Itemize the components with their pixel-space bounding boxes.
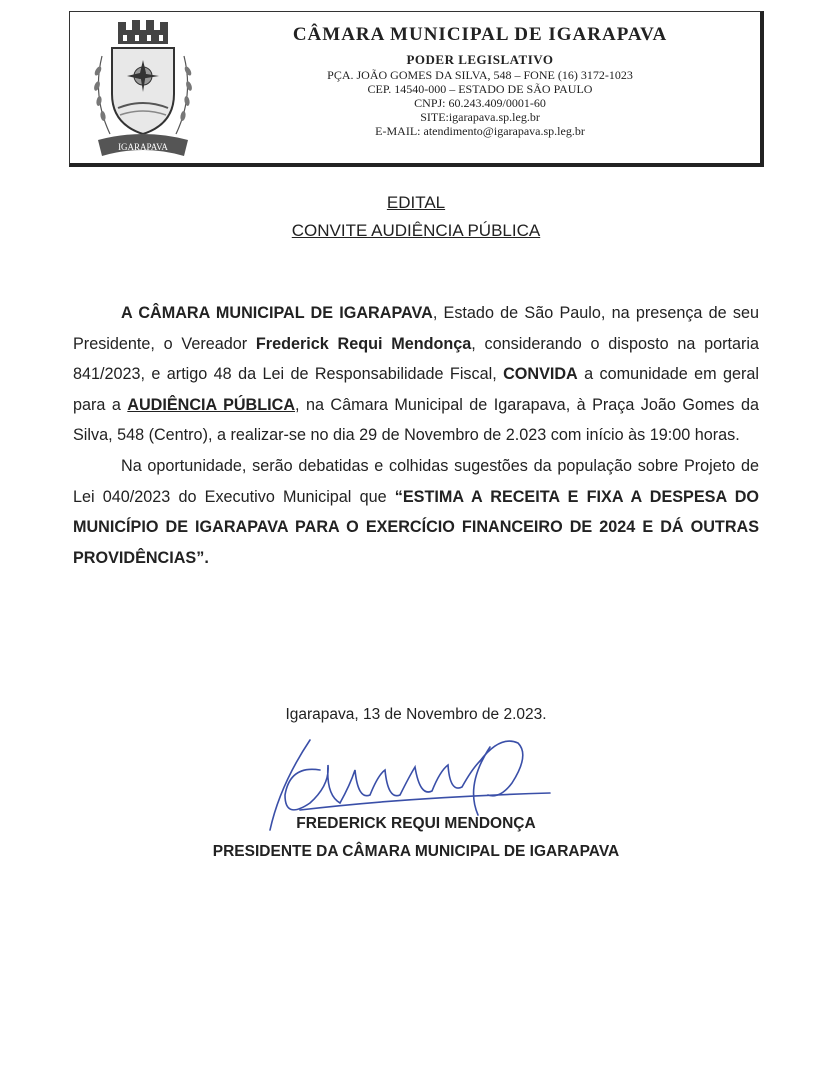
text-span: , considerando o disposto na portaria 841/2023, e artigo 48 da Lei de Responsabilidade Fiscal, — [73, 334, 759, 384]
municipal-crest-icon — [88, 16, 198, 164]
institution-subtitle: PODER LEGISLATIVO — [406, 52, 554, 67]
document-subheading: CONVITE AUDIÊNCIA PÚBLICA — [291, 221, 541, 240]
president-name: Frederick Requi Mendonça — [255, 334, 472, 353]
site-line: SITE:igarapava.sp.leg.br — [420, 110, 540, 124]
cep-line: CEP. 14540-000 – ESTADO DE SÃO PAULO — [367, 82, 593, 96]
address-line: PÇA. JOÃO GOMES DA SILVA, 548 – FONE (16) 3172-1023 — [327, 68, 633, 82]
cnpj-line: CNPJ: 60.243.409/0001-60 — [414, 96, 546, 110]
text-span: , Estado de São Paulo, na presença de seu Presidente, o Vereador — [73, 304, 759, 353]
institution-title: CÂMARA MUNICIPAL DE IGARAPAVA — [292, 24, 668, 45]
signer-title: PRESIDENTE DA CÂMARA MUNICIPAL DE IGARAPAVA — [212, 843, 620, 860]
document-heading: EDITAL — [386, 193, 446, 212]
text-span: , na Câmara Municipal de Igarapava, à Praça João Gomes da Silva, 548 (Centro), a realizar-se no dia 29 de Novembro de 2.023 com início às 19:00 horas. — [73, 395, 759, 445]
svg-text:IGARAPAVA: IGARAPAVA — [118, 142, 168, 152]
text-span: a comunidade em geral para a — [73, 365, 759, 414]
signer-name: FREDERICK REQUI MENDONÇA — [296, 815, 536, 832]
document-body — [73, 298, 759, 573]
bill-title: “ESTIMA A RECEITA E FIXA A DESPESA DO MUNICÍPIO DE IGARAPAVA PARA O EXERCÍCIO FINANCEIRO DE 2024 E DÁ OUTRAS PROVIDÊNCIAS”. — [73, 487, 759, 567]
paragraph-invitation — [73, 298, 759, 451]
email-line: E-MAIL: atendimento@igarapava.sp.leg.br — [375, 124, 585, 138]
date-line: Igarapava, 13 de Novembro de 2.023. — [285, 706, 547, 723]
paragraph-subject — [73, 451, 759, 573]
letterhead — [69, 11, 764, 167]
invites-word: CONVIDA — [503, 365, 578, 384]
public-hearing-label: AUDIÊNCIA PÚBLICA — [127, 395, 296, 414]
institution-name: A CÂMARA MUNICIPAL DE IGARAPAVA — [121, 304, 433, 322]
letterhead-text — [210, 24, 750, 138]
text-span: Na oportunidade, serão debatidas e colhidas sugestões da população sobre Projeto de Lei 040/2023 do Executivo Municipal que — [73, 456, 759, 506]
